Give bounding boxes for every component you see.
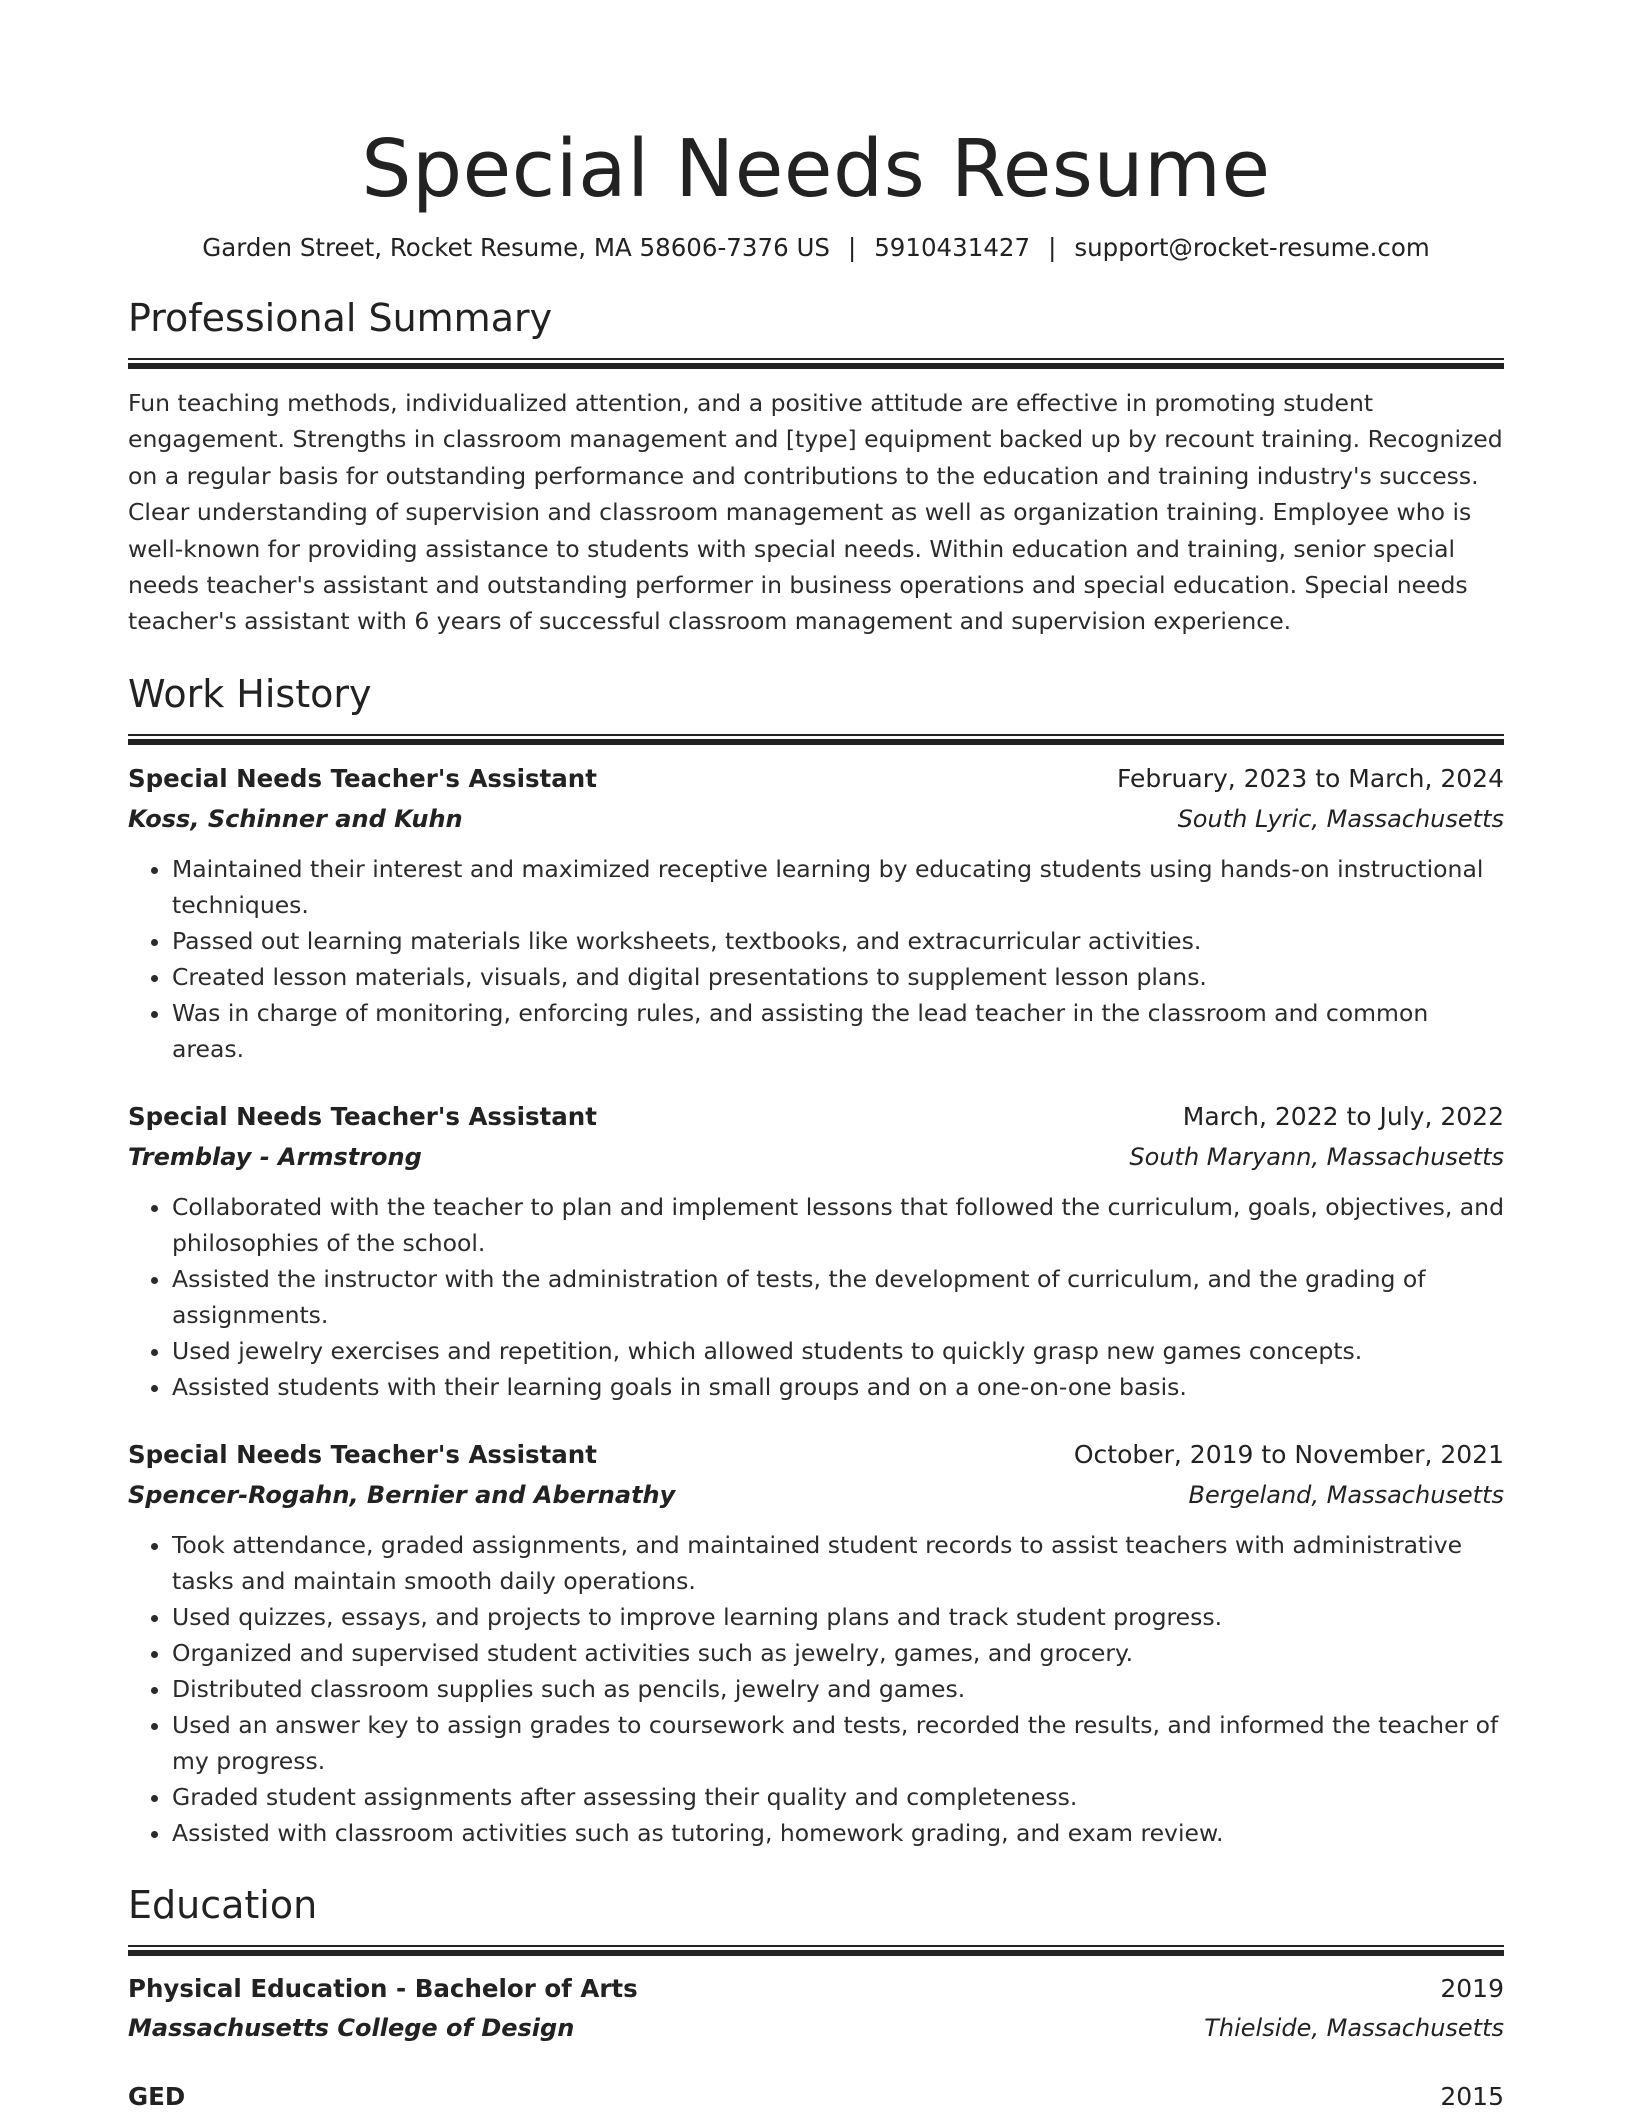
job-bullet: • Organized and supervised student activities such as jewelry, games, and grocery. [172,1635,1504,1671]
contact-email: support@rocket-resume.com [1074,233,1430,262]
contact-address: Garden Street, Rocket Resume, MA 58606-7376 US [202,233,830,262]
job-entry [128,1097,1504,1405]
job-bullet: • Used quizzes, essays, and projects to improve learning plans and track student progress. [172,1599,1504,1635]
job-location: South Lyric, Massachusetts [1177,804,1504,833]
education-school: Massachusetts College of Design [128,2013,575,2042]
education-location: Thielside, Massachusetts [1204,2013,1504,2042]
job-dates: February, 2023 to March, 2024 [1116,763,1504,793]
job-bullets [128,1527,1504,1851]
summary-section [128,294,1504,640]
job-location: Bergeland, Massachusetts [1188,1480,1504,1509]
job-bullet: • Passed out learning materials like worksheets, textbooks, and extracurricular activities. [172,923,1504,959]
job-bullet: • Distributed classroom supplies such as pencils, jewelry and games. [172,1671,1504,1707]
work-history-section [128,670,1504,1851]
resume-page [128,0,1504,2112]
summary-text: Fun teaching methods, individualized attention, and a positive attitude are effective in promoting student engagement. Strengths in classroom management and [type] equipment backed up by recount training. Recognized on a regular basis for outstanding performance and contributions to the education and training industry's success. Clear understanding of supervision and classroom management as well as organization training. Employee who is well-known for providing assistance to students with special needs. Within education and training, senior special needs teacher's assistant and outstanding performer in business operations and special education. Special needs teacher's assistant with 6 years of successful classroom management and supervision experience. [128,389,1503,636]
section-divider [128,1945,1504,1956]
job-bullet: • Used jewelry exercises and repetition, which allowed students to quickly grasp new games concepts. [172,1333,1504,1369]
section-title-education: Education [128,1882,318,1927]
education-section [128,1881,1504,2112]
job-bullets [128,851,1504,1067]
section-divider [128,734,1504,745]
job-bullet: • Used an answer key to assign grades to coursework and tests, recorded the results, and informed the teacher of my progress. [172,1707,1504,1779]
job-bullet: • Maintained their interest and maximized receptive learning by educating students using hands-on instructional techniques. [172,851,1504,923]
job-bullet: • Took attendance, graded assignments, and maintained student records to assist teachers with administrative tasks and maintain smooth daily operations. [172,1527,1504,1599]
job-employer: Spencer-Rogahn, Bernier and Abernathy [128,1480,676,1509]
job-bullet: • Assisted students with their learning goals in small groups and on a one-on-one basis. [172,1369,1504,1405]
resume-name: Special Needs Resume [361,123,1271,215]
job-bullet: • Graded student assignments after assessing their quality and completeness. [172,1779,1504,1815]
education-degree: GED [128,2081,186,2111]
section-title-work-history: Work History [128,671,372,716]
job-bullet: • Was in charge of monitoring, enforcing rules, and assisting the lead teacher in the classroom and common areas. [172,995,1504,1067]
job-employer: Tremblay - Armstrong [128,1142,422,1171]
contact-phone: 5910431427 [874,233,1031,262]
job-bullet: • Created lesson materials, visuals, and digital presentations to supplement lesson plans. [172,959,1504,995]
job-entry [128,1435,1504,1851]
job-bullet: • Assisted with classroom activities such as tutoring, homework grading, and exam review. [172,1815,1504,1851]
job-bullet: • Assisted the instructor with the administration of tests, the development of curriculum, and the grading of assignments. [172,1261,1504,1333]
contact-separator: | [847,233,857,262]
job-location: South Maryann, Massachusetts [1129,1142,1504,1171]
job-title: Special Needs Teacher's Assistant [128,1439,597,1469]
contact-separator: | [1048,233,1057,262]
education-entry [128,2078,1504,2112]
section-title-summary: Professional Summary [128,296,553,340]
education-year: 2019 [1440,1973,1504,2003]
job-dates: March, 2022 to July, 2022 [1182,1101,1504,1131]
education-entry [128,1970,1504,2048]
job-title: Special Needs Teacher's Assistant [128,1101,597,1131]
job-dates: October, 2019 to November, 2021 [1073,1439,1504,1469]
education-degree: Physical Education - Bachelor of Arts [128,1973,638,2003]
job-entry [128,759,1504,1067]
job-title: Special Needs Teacher's Assistant [128,763,597,793]
job-bullets [128,1189,1504,1405]
contact-line [128,232,1504,264]
job-bullet: • Collaborated with the teacher to plan and implement lessons that followed the curriculum, goals, objectives, and philosophies of the school. [172,1189,1504,1261]
section-divider [128,358,1504,369]
job-employer: Koss, Schinner and Kuhn [128,804,463,833]
education-year: 2015 [1440,2081,1504,2111]
